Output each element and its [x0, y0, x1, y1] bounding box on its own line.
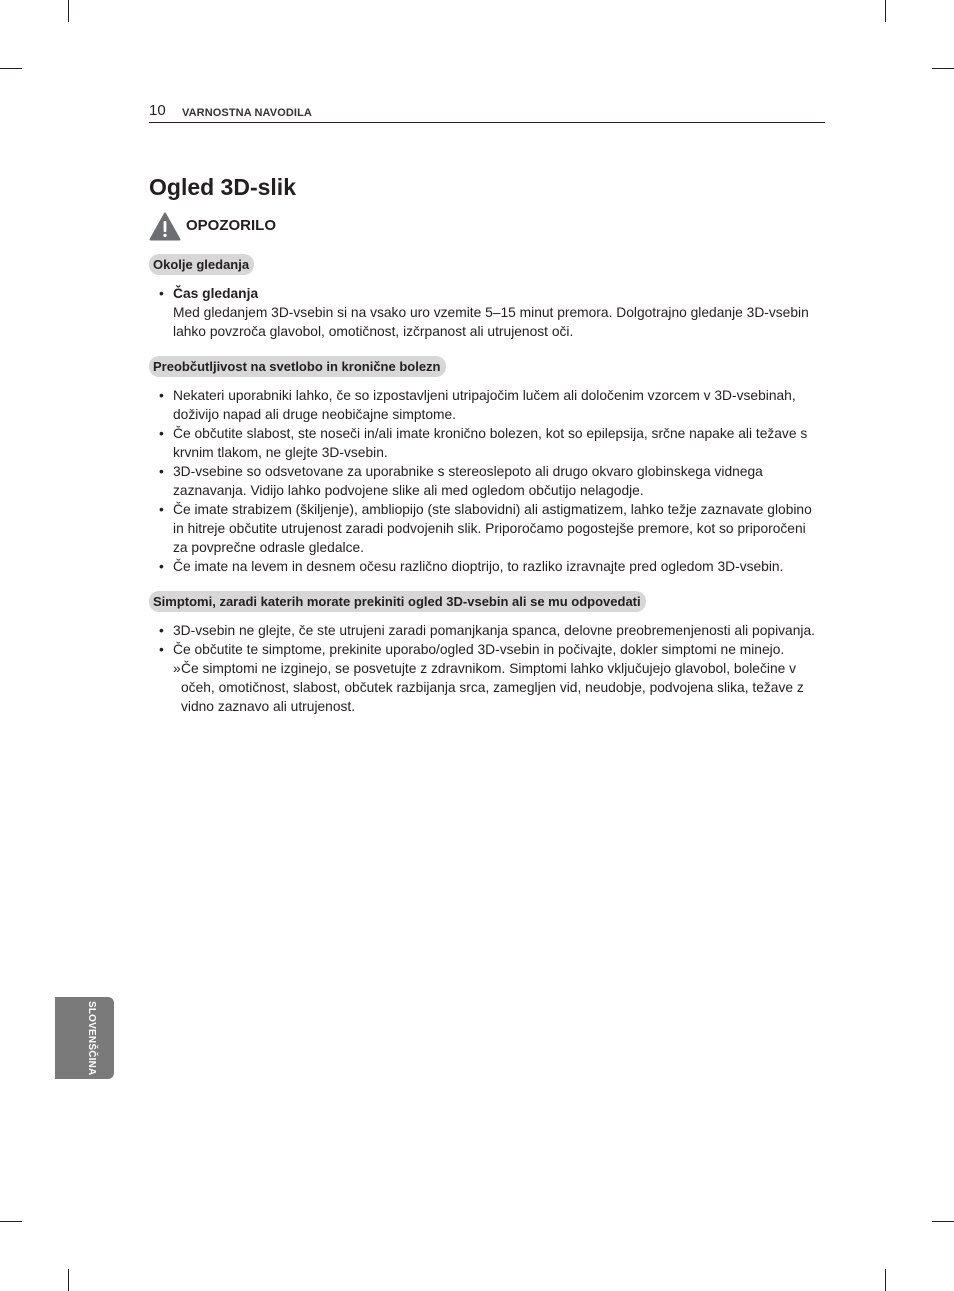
crop-mark — [885, 0, 886, 22]
list-item — [149, 386, 819, 424]
warning-heading — [149, 211, 819, 241]
list-item-text: Če imate strabizem (škiljenje), ambliopijo (ste slabovidni) ali astigmatizem, lahko težje zaznavate globino in hitreje občutite utrujenost zaradi podvojenih slik. Priporočamo pogostejše premore, kot so priporočeni za povprečne odrasle gledalce. — [173, 502, 812, 555]
crop-mark — [0, 68, 22, 69]
bullet: • — [159, 464, 164, 479]
page-number: 10 — [149, 102, 166, 119]
warning-label: OPOZORILO — [186, 217, 276, 234]
page-header — [149, 102, 825, 123]
list-item-text: 3D-vsebin ne glejte, če ste utrujeni zaradi pomanjkanja spanca, delovne preobremenjenosti ali popivanja. — [173, 623, 815, 638]
bullet: • — [159, 623, 164, 638]
bullet: • — [159, 642, 164, 657]
list-item-text: Če imate na levem in desnem očesu različno dioptrijo, to razliko izravnajte pred ogledom 3D-vsebin. — [173, 559, 784, 574]
note-arrow: » — [173, 661, 181, 676]
list-item — [149, 284, 819, 341]
header-section-name: VARNOSTNA NAVODILA — [182, 107, 312, 119]
list-item — [149, 424, 819, 462]
bullet: • — [159, 502, 164, 517]
list-item-text: Med gledanjem 3D-vsebin si na vsako uro vzemite 5–15 minut premora. Dolgotrajno gledanje 3D-vsebin lahko povzroča glavobol, omotičnost, izčrpanost ali utrujenost oči. — [173, 305, 809, 339]
bullet: • — [159, 388, 164, 403]
list-item-text: Nekateri uporabniki lahko, če so izpostavljeni utripajočim lučem ali določenim vzorcem v 3D-vsebinah, doživijo napad ali druge neobičajne simptome. — [173, 388, 796, 422]
crop-mark — [885, 1269, 886, 1291]
list-item-note-text: Če simptomi ne izginejo, se posvetujte z zdravnikom. Simptomi lahko vključujejo glavobol, bolečine v očeh, omotičnost, slabost, občutek razbijanja srca, zamegljen vid, neudobje, podvojena slika, težave z vidno zaznavo ali utrujenost. — [181, 661, 804, 714]
section-heading-wrap — [149, 591, 819, 612]
list-item — [149, 557, 819, 576]
section-list-symptoms — [149, 621, 819, 716]
main-content — [149, 172, 819, 716]
bullet: • — [159, 286, 164, 301]
language-side-tab-label: SLOVENŠČINA — [86, 1001, 97, 1076]
list-item-title: Čas gledanja — [173, 286, 259, 301]
crop-mark — [932, 68, 954, 69]
list-item-text: 3D-vsebine so odsvetovane za uporabnike s stereoslepoto ali drugo okvaro globinskega vidnega zaznavanja. Vidijo lahko podvojene slike ali med ogledom občutijo nelagodje. — [173, 464, 763, 498]
list-item-text: Če občutite slabost, ste noseči in/ali imate kronično bolezen, kot so epilepsija, srčne napake ali težave s krvnim tlakom, ne glejte 3D-vsebin. — [173, 426, 808, 460]
list-item — [149, 621, 819, 640]
section-heading-viewing-environment: Okolje gledanja — [149, 254, 254, 275]
page-title: Ogled 3D-slik — [149, 174, 296, 200]
crop-mark — [0, 1221, 22, 1222]
list-item — [149, 640, 819, 716]
list-item-text: Če občutite te simptome, prekinite uporabo/ogled 3D-vsebin in počivajte, dokler simptomi ne minejo. — [173, 642, 785, 657]
list-item — [149, 462, 819, 500]
crop-mark — [932, 1221, 954, 1222]
language-side-tab — [55, 997, 114, 1079]
section-heading-photosensitivity: Preobčutljivost na svetlobo in kronične bolezn — [149, 356, 446, 377]
crop-mark — [68, 0, 69, 22]
bullet: • — [159, 426, 164, 441]
list-item — [149, 500, 819, 557]
crop-mark — [68, 1269, 69, 1291]
section-heading-wrap — [149, 254, 819, 275]
section-list-viewing-environment — [149, 284, 819, 341]
warning-triangle-icon — [149, 212, 181, 241]
section-heading-wrap — [149, 356, 819, 377]
section-list-photosensitivity — [149, 386, 819, 576]
section-heading-symptoms: Simptomi, zaradi katerih morate prekiniti ogled 3D-vsebin ali se mu odpovedati — [149, 591, 646, 612]
bullet: • — [159, 559, 164, 574]
list-item-note — [173, 659, 819, 716]
